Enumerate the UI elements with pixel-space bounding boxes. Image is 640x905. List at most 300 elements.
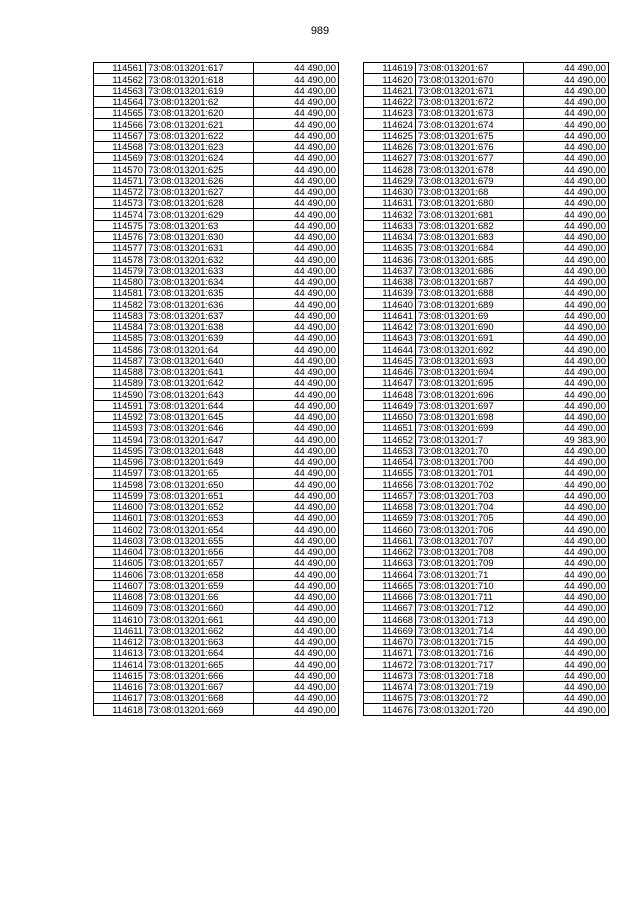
table-row [94, 254, 339, 265]
cadastral-value-cell: 44 490,00 [254, 389, 339, 400]
cadastral-value-cell: 44 490,00 [254, 186, 339, 197]
table-row [364, 333, 609, 344]
cadastral-value-cell: 44 490,00 [254, 423, 339, 434]
row-number-cell: 114604 [94, 546, 146, 557]
cadastral-value-cell: 44 490,00 [254, 355, 339, 366]
row-number-cell: 114577 [94, 243, 146, 254]
table-row [364, 625, 609, 636]
table-row [364, 164, 609, 175]
table-row [94, 344, 339, 355]
cadastral-value-cell: 44 490,00 [524, 153, 609, 164]
row-number-cell: 114591 [94, 400, 146, 411]
table-row [94, 535, 339, 546]
cadastral-value-cell: 44 490,00 [254, 681, 339, 692]
cadastral-value-cell: 44 490,00 [524, 378, 609, 389]
cadastral-value-cell: 44 490,00 [524, 119, 609, 130]
row-number-cell: 114596 [94, 456, 146, 467]
cadastral-value-cell: 44 490,00 [254, 108, 339, 119]
row-number-cell: 114624 [364, 119, 416, 130]
row-number-cell: 114617 [94, 693, 146, 704]
row-number-cell: 114582 [94, 299, 146, 310]
cadastral-value-cell: 44 490,00 [524, 591, 609, 602]
cadastral-value-cell: 44 490,00 [524, 175, 609, 186]
cadastral-number-cell: 73:08:013201:64 [146, 344, 254, 355]
row-number-cell: 114607 [94, 580, 146, 591]
row-number-cell: 114589 [94, 378, 146, 389]
register-table-left [93, 62, 339, 716]
row-number-cell: 114644 [364, 344, 416, 355]
cadastral-number-cell: 73:08:013201:699 [416, 423, 524, 434]
cadastral-number-cell: 73:08:013201:627 [146, 186, 254, 197]
cadastral-number-cell: 73:08:013201:642 [146, 378, 254, 389]
row-number-cell: 114655 [364, 468, 416, 479]
cadastral-value-cell: 44 490,00 [254, 591, 339, 602]
cadastral-number-cell: 73:08:013201:669 [146, 704, 254, 715]
cadastral-value-cell: 44 490,00 [524, 546, 609, 557]
cadastral-number-cell: 73:08:013201:635 [146, 288, 254, 299]
row-number-cell: 114652 [364, 434, 416, 445]
table-row [364, 456, 609, 467]
row-number-cell: 114632 [364, 209, 416, 220]
cadastral-number-cell: 73:08:013201:706 [416, 524, 524, 535]
row-number-cell: 114622 [364, 96, 416, 107]
row-number-cell: 114595 [94, 445, 146, 456]
row-number-cell: 114594 [94, 434, 146, 445]
row-number-cell: 114569 [94, 153, 146, 164]
cadastral-number-cell: 73:08:013201:646 [146, 423, 254, 434]
row-number-cell: 114645 [364, 355, 416, 366]
cadastral-number-cell: 73:08:013201:715 [416, 636, 524, 647]
cadastral-number-cell: 73:08:013201:678 [416, 164, 524, 175]
row-number-cell: 114620 [364, 74, 416, 85]
cadastral-value-cell: 44 490,00 [254, 569, 339, 580]
table-row [364, 119, 609, 130]
table-row [94, 288, 339, 299]
cadastral-number-cell: 73:08:013201:687 [416, 276, 524, 287]
row-number-cell: 114618 [94, 704, 146, 715]
row-number-cell: 114612 [94, 636, 146, 647]
cadastral-number-cell: 73:08:013201:676 [416, 141, 524, 152]
table-row [94, 220, 339, 231]
row-number-cell: 114584 [94, 321, 146, 332]
table-row [364, 378, 609, 389]
row-number-cell: 114642 [364, 321, 416, 332]
table-row [94, 445, 339, 456]
row-number-cell: 114570 [94, 164, 146, 175]
cadastral-value-cell: 44 490,00 [254, 648, 339, 659]
cadastral-value-cell: 44 490,00 [254, 659, 339, 670]
cadastral-value-cell: 44 490,00 [524, 164, 609, 175]
row-number-cell: 114621 [364, 85, 416, 96]
cadastral-number-cell: 73:08:013201:652 [146, 501, 254, 512]
cadastral-value-cell: 44 490,00 [524, 220, 609, 231]
cadastral-number-cell: 73:08:013201:707 [416, 535, 524, 546]
table-row [364, 231, 609, 242]
table-row [364, 63, 609, 74]
cadastral-number-cell: 73:08:013201:621 [146, 119, 254, 130]
table-row [94, 108, 339, 119]
cadastral-value-cell: 44 490,00 [524, 603, 609, 614]
cadastral-number-cell: 73:08:013201:664 [146, 648, 254, 659]
cadastral-number-cell: 73:08:013201:682 [416, 220, 524, 231]
cadastral-number-cell: 73:08:013201:680 [416, 198, 524, 209]
table-row [94, 130, 339, 141]
row-number-cell: 114610 [94, 614, 146, 625]
row-number-cell: 114623 [364, 108, 416, 119]
cadastral-value-cell: 49 383,90 [524, 434, 609, 445]
cadastral-value-cell: 44 490,00 [524, 513, 609, 524]
row-number-cell: 114563 [94, 85, 146, 96]
table-row [94, 310, 339, 321]
table-row [94, 265, 339, 276]
table-row [94, 63, 339, 74]
cadastral-value-cell: 44 490,00 [254, 456, 339, 467]
cadastral-value-cell: 44 490,00 [254, 243, 339, 254]
row-number-cell: 114650 [364, 411, 416, 422]
cadastral-value-cell: 44 490,00 [524, 389, 609, 400]
cadastral-value-cell: 44 490,00 [524, 74, 609, 85]
row-number-cell: 114583 [94, 310, 146, 321]
table-row [94, 580, 339, 591]
table-row [364, 288, 609, 299]
row-number-cell: 114670 [364, 636, 416, 647]
row-number-cell: 114602 [94, 524, 146, 535]
row-number-cell: 114585 [94, 333, 146, 344]
cadastral-number-cell: 73:08:013201:623 [146, 141, 254, 152]
cadastral-number-cell: 73:08:013201:704 [416, 501, 524, 512]
cadastral-number-cell: 73:08:013201:666 [146, 670, 254, 681]
cadastral-value-cell: 44 490,00 [254, 625, 339, 636]
row-number-cell: 114634 [364, 231, 416, 242]
table-row [94, 389, 339, 400]
row-number-cell: 114580 [94, 276, 146, 287]
row-number-cell: 114592 [94, 411, 146, 422]
row-number-cell: 114597 [94, 468, 146, 479]
cadastral-value-cell: 44 490,00 [524, 344, 609, 355]
cadastral-number-cell: 73:08:013201:717 [416, 659, 524, 670]
cadastral-number-cell: 73:08:013201:690 [416, 321, 524, 332]
row-number-cell: 114606 [94, 569, 146, 580]
row-number-cell: 114571 [94, 175, 146, 186]
table-row [364, 153, 609, 164]
table-row [364, 423, 609, 434]
row-number-cell: 114593 [94, 423, 146, 434]
cadastral-number-cell: 73:08:013201:637 [146, 310, 254, 321]
table-row [94, 625, 339, 636]
table-row [94, 198, 339, 209]
cadastral-value-cell: 44 490,00 [254, 378, 339, 389]
cadastral-value-cell: 44 490,00 [524, 96, 609, 107]
table-row [364, 198, 609, 209]
cadastral-value-cell: 44 490,00 [254, 209, 339, 220]
row-number-cell: 114668 [364, 614, 416, 625]
cadastral-value-cell: 44 490,00 [254, 366, 339, 377]
cadastral-number-cell: 73:08:013201:618 [146, 74, 254, 85]
row-number-cell: 114669 [364, 625, 416, 636]
cadastral-number-cell: 73:08:013201:617 [146, 63, 254, 74]
row-number-cell: 114666 [364, 591, 416, 602]
cadastral-value-cell: 44 490,00 [524, 321, 609, 332]
table-row [364, 175, 609, 186]
cadastral-number-cell: 73:08:013201:636 [146, 299, 254, 310]
cadastral-value-cell: 44 490,00 [524, 681, 609, 692]
row-number-cell: 114613 [94, 648, 146, 659]
row-number-cell: 114576 [94, 231, 146, 242]
cadastral-number-cell: 73:08:013201:679 [416, 175, 524, 186]
cadastral-number-cell: 73:08:013201:626 [146, 175, 254, 186]
cadastral-number-cell: 73:08:013201:681 [416, 209, 524, 220]
row-number-cell: 114609 [94, 603, 146, 614]
table-row [364, 670, 609, 681]
row-number-cell: 114662 [364, 546, 416, 557]
cadastral-value-cell: 44 490,00 [524, 558, 609, 569]
cadastral-number-cell: 73:08:013201:672 [416, 96, 524, 107]
cadastral-value-cell: 44 490,00 [524, 501, 609, 512]
row-number-cell: 114673 [364, 670, 416, 681]
cadastral-value-cell: 44 490,00 [254, 198, 339, 209]
row-number-cell: 114625 [364, 130, 416, 141]
table-row [94, 456, 339, 467]
table-row [364, 299, 609, 310]
row-number-cell: 114643 [364, 333, 416, 344]
cadastral-number-cell: 73:08:013201:705 [416, 513, 524, 524]
row-number-cell: 114671 [364, 648, 416, 659]
cadastral-number-cell: 73:08:013201:684 [416, 243, 524, 254]
cadastral-value-cell: 44 490,00 [254, 636, 339, 647]
table-row [364, 400, 609, 411]
cadastral-value-cell: 44 490,00 [254, 288, 339, 299]
cadastral-number-cell: 73:08:013201:671 [416, 85, 524, 96]
cadastral-number-cell: 73:08:013201:677 [416, 153, 524, 164]
row-number-cell: 114579 [94, 265, 146, 276]
cadastral-number-cell: 73:08:013201:65 [146, 468, 254, 479]
table-row [364, 130, 609, 141]
table-row [94, 659, 339, 670]
row-number-cell: 114587 [94, 355, 146, 366]
cadastral-value-cell: 44 490,00 [254, 333, 339, 344]
cadastral-value-cell: 44 490,00 [254, 524, 339, 535]
table-row [364, 265, 609, 276]
table-row [94, 704, 339, 715]
table-row [94, 119, 339, 130]
cadastral-value-cell: 44 490,00 [524, 355, 609, 366]
cadastral-value-cell: 44 490,00 [524, 490, 609, 501]
cadastral-value-cell: 44 490,00 [254, 501, 339, 512]
table-row [94, 378, 339, 389]
cadastral-number-cell: 73:08:013201:683 [416, 231, 524, 242]
table-row [364, 569, 609, 580]
cadastral-number-cell: 73:08:013201:639 [146, 333, 254, 344]
row-number-cell: 114631 [364, 198, 416, 209]
row-number-cell: 114575 [94, 220, 146, 231]
cadastral-value-cell: 44 490,00 [254, 558, 339, 569]
row-number-cell: 114640 [364, 299, 416, 310]
cadastral-number-cell: 73:08:013201:69 [416, 310, 524, 321]
cadastral-number-cell: 73:08:013201:670 [416, 74, 524, 85]
cadastral-number-cell: 73:08:013201:658 [146, 569, 254, 580]
cadastral-number-cell: 73:08:013201:70 [416, 445, 524, 456]
row-number-cell: 114646 [364, 366, 416, 377]
table-row [94, 175, 339, 186]
row-number-cell: 114599 [94, 490, 146, 501]
table-row [364, 535, 609, 546]
table-row [364, 411, 609, 422]
cadastral-value-cell: 44 490,00 [524, 186, 609, 197]
table-row [94, 276, 339, 287]
cadastral-value-cell: 44 490,00 [524, 141, 609, 152]
cadastral-number-cell: 73:08:013201:628 [146, 198, 254, 209]
cadastral-number-cell: 73:08:013201:638 [146, 321, 254, 332]
cadastral-value-cell: 44 490,00 [254, 153, 339, 164]
table-row [94, 164, 339, 175]
table-row [94, 400, 339, 411]
cadastral-value-cell: 44 490,00 [524, 456, 609, 467]
row-number-cell: 114628 [364, 164, 416, 175]
table-row [364, 614, 609, 625]
cadastral-value-cell: 44 490,00 [524, 625, 609, 636]
cadastral-value-cell: 44 490,00 [254, 468, 339, 479]
table-row [364, 468, 609, 479]
cadastral-number-cell: 73:08:013201:697 [416, 400, 524, 411]
cadastral-value-cell: 44 490,00 [524, 636, 609, 647]
table-row [364, 558, 609, 569]
cadastral-number-cell: 73:08:013201:648 [146, 445, 254, 456]
row-number-cell: 114641 [364, 310, 416, 321]
table-row [94, 355, 339, 366]
row-number-cell: 114659 [364, 513, 416, 524]
cadastral-value-cell: 44 490,00 [254, 164, 339, 175]
cadastral-number-cell: 73:08:013201:689 [416, 299, 524, 310]
table-row [94, 614, 339, 625]
table-row [364, 366, 609, 377]
cadastral-number-cell: 73:08:013201:718 [416, 670, 524, 681]
cadastral-number-cell: 73:08:013201:66 [146, 591, 254, 602]
row-number-cell: 114635 [364, 243, 416, 254]
table-row [364, 220, 609, 231]
table-row [94, 636, 339, 647]
table-row [94, 693, 339, 704]
cadastral-number-cell: 73:08:013201:651 [146, 490, 254, 501]
cadastral-number-cell: 73:08:013201:629 [146, 209, 254, 220]
cadastral-number-cell: 73:08:013201:653 [146, 513, 254, 524]
cadastral-value-cell: 44 490,00 [524, 648, 609, 659]
row-number-cell: 114649 [364, 400, 416, 411]
table-row [94, 96, 339, 107]
row-number-cell: 114605 [94, 558, 146, 569]
cadastral-number-cell: 73:08:013201:650 [146, 479, 254, 490]
cadastral-value-cell: 44 490,00 [254, 479, 339, 490]
table-row [364, 704, 609, 715]
cadastral-number-cell: 73:08:013201:620 [146, 108, 254, 119]
table-row [364, 501, 609, 512]
cadastral-number-cell: 73:08:013201:622 [146, 130, 254, 141]
row-number-cell: 114626 [364, 141, 416, 152]
table-row [94, 558, 339, 569]
row-number-cell: 114661 [364, 535, 416, 546]
cadastral-number-cell: 73:08:013201:667 [146, 681, 254, 692]
cadastral-number-cell: 73:08:013201:694 [416, 366, 524, 377]
table-row [364, 355, 609, 366]
cadastral-number-cell: 73:08:013201:702 [416, 479, 524, 490]
table-row [364, 648, 609, 659]
cadastral-number-cell: 73:08:013201:625 [146, 164, 254, 175]
row-number-cell: 114675 [364, 693, 416, 704]
row-number-cell: 114674 [364, 681, 416, 692]
row-number-cell: 114578 [94, 254, 146, 265]
cadastral-value-cell: 44 490,00 [524, 400, 609, 411]
table-row [94, 591, 339, 602]
cadastral-value-cell: 44 490,00 [254, 96, 339, 107]
table-row [364, 603, 609, 614]
cadastral-value-cell: 44 490,00 [254, 265, 339, 276]
cadastral-number-cell: 73:08:013201:693 [416, 355, 524, 366]
cadastral-number-cell: 73:08:013201:62 [146, 96, 254, 107]
cadastral-number-cell: 73:08:013201:624 [146, 153, 254, 164]
cadastral-value-cell: 44 490,00 [254, 130, 339, 141]
cadastral-value-cell: 44 490,00 [254, 704, 339, 715]
row-number-cell: 114601 [94, 513, 146, 524]
cadastral-value-cell: 44 490,00 [524, 198, 609, 209]
cadastral-number-cell: 73:08:013201:686 [416, 265, 524, 276]
cadastral-value-cell: 44 490,00 [524, 254, 609, 265]
cadastral-value-cell: 44 490,00 [254, 74, 339, 85]
table-row [94, 411, 339, 422]
table-row [94, 648, 339, 659]
cadastral-value-cell: 44 490,00 [524, 524, 609, 535]
cadastral-number-cell: 73:08:013201:700 [416, 456, 524, 467]
table-row [364, 389, 609, 400]
row-number-cell: 114654 [364, 456, 416, 467]
cadastral-value-cell: 44 490,00 [524, 411, 609, 422]
row-number-cell: 114660 [364, 524, 416, 535]
cadastral-value-cell: 44 490,00 [254, 321, 339, 332]
page-number: 989 [310, 25, 330, 37]
table-row [364, 74, 609, 85]
cadastral-value-cell: 44 490,00 [524, 569, 609, 580]
table-row [364, 693, 609, 704]
table-row [364, 580, 609, 591]
cadastral-value-cell: 44 490,00 [254, 535, 339, 546]
table-row [94, 513, 339, 524]
table-row [364, 479, 609, 490]
cadastral-number-cell: 73:08:013201:68 [416, 186, 524, 197]
cadastral-value-cell: 44 490,00 [524, 85, 609, 96]
cadastral-number-cell: 73:08:013201:710 [416, 580, 524, 591]
cadastral-number-cell: 73:08:013201:661 [146, 614, 254, 625]
cadastral-number-cell: 73:08:013201:716 [416, 648, 524, 659]
cadastral-number-cell: 73:08:013201:63 [146, 220, 254, 231]
cadastral-number-cell: 73:08:013201:711 [416, 591, 524, 602]
table-row [94, 153, 339, 164]
table-row [364, 310, 609, 321]
table-row [364, 209, 609, 220]
cadastral-value-cell: 44 490,00 [524, 299, 609, 310]
table-row [364, 141, 609, 152]
cadastral-number-cell: 73:08:013201:71 [416, 569, 524, 580]
cadastral-value-cell: 44 490,00 [254, 141, 339, 152]
table-row [94, 603, 339, 614]
table-row [94, 209, 339, 220]
table-row [94, 479, 339, 490]
cadastral-number-cell: 73:08:013201:654 [146, 524, 254, 535]
cadastral-number-cell: 73:08:013201:663 [146, 636, 254, 647]
cadastral-value-cell: 44 490,00 [524, 670, 609, 681]
row-number-cell: 114633 [364, 220, 416, 231]
row-number-cell: 114653 [364, 445, 416, 456]
row-number-cell: 114667 [364, 603, 416, 614]
cadastral-number-cell: 73:08:013201:660 [146, 603, 254, 614]
cadastral-value-cell: 44 490,00 [254, 670, 339, 681]
